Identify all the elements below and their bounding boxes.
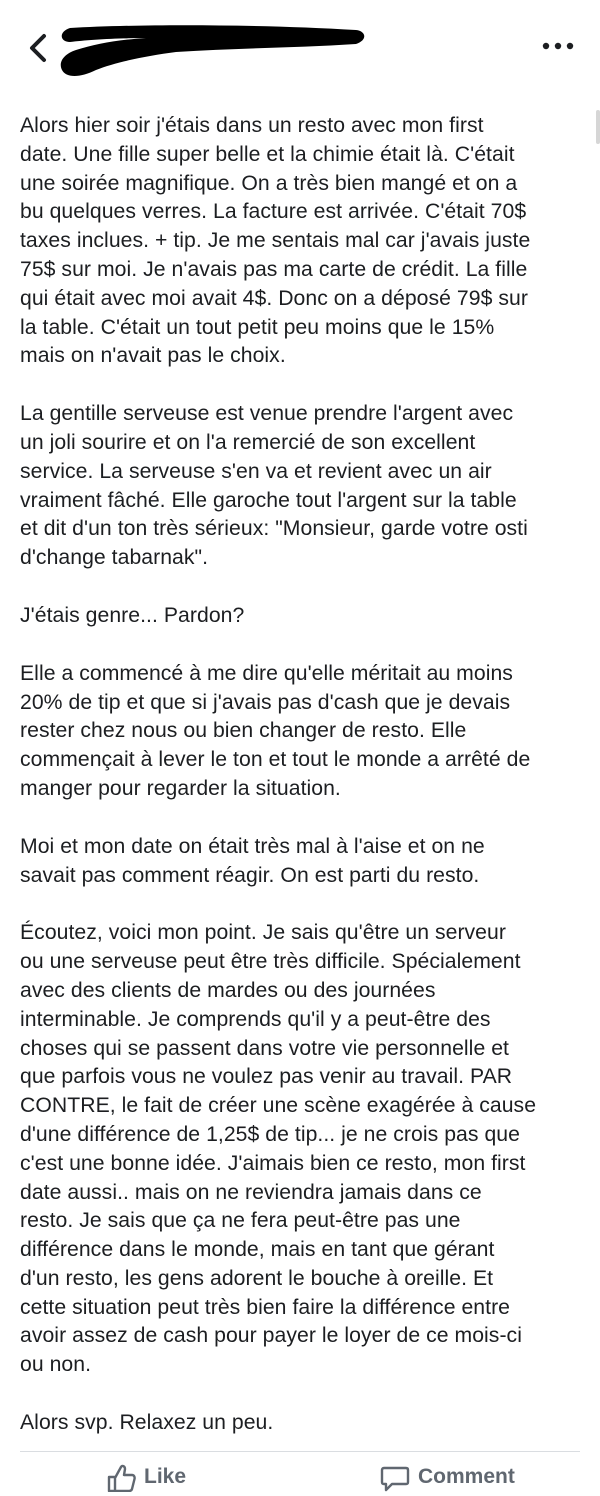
back-button[interactable] bbox=[22, 28, 56, 68]
post-paragraph: Écoutez, voici mon point. Je sais qu'être un serveur ou une serveuse peut être très difficile. Spécialement avec des clients de mardes ou des journées interminable. Je comprends qu'il y a peut-être des choses qui se passent dans votre vie personnelle et que parfois vous ne voulez pas venir au travail. PAR CONTRE, le fait de créer une scène exagérée à cause d'une différence de 1,25$ de tip... je ne crois pas que c'est une bonne idée. J'aimais bien ce resto, mon first date aussi.. mais on ne reviendra jamais dans ce resto. Je sais que ça ne fera peut-être pas une différence dans le monde, mais en tant que gérant d'un resto, les gens adorent le bouche à oreille. Et cette situation peut très bien faire la différence entre avoir assez de cash pour payer le loyer de ce mois-ci ou non. bbox=[20, 921, 537, 1377]
post-body bbox=[20, 112, 582, 1467]
post-paragraph: La gentille serveuse est venue prendre l'argent avec un joli sourire et on l'a remercié de son excellent service. La serveuse s'en va et revient avec un air vraiment fâché. Elle garoche tout l'argent sur la table et dit d'un ton très sérieux: "Monsieur, garde votre osti d'change tabarnak". bbox=[20, 402, 528, 570]
post-paragraph: Elle a commencé à me dire qu'elle méritait au moins 20% de tip et que si j'avais pas d'cash que je devais rester chez nous ou bien changer de resto. Elle commençait à lever le ton et tout le monde a arrêté de manger pour regarder la situation. bbox=[20, 661, 531, 800]
redacted-author-name bbox=[56, 18, 370, 88]
chevron-left-icon bbox=[22, 28, 56, 68]
more-horizontal-icon bbox=[538, 34, 578, 58]
comment-button[interactable] bbox=[380, 1464, 515, 1496]
more-options-button[interactable] bbox=[538, 34, 578, 58]
redaction-scribble bbox=[56, 18, 370, 88]
like-button[interactable] bbox=[106, 1464, 186, 1496]
post-paragraph: Moi et mon date on était très mal à l'aise et on ne savait pas comment réagir. On est parti du resto. bbox=[20, 834, 485, 887]
post-paragraph: Alors svp. Relaxez un peu. bbox=[20, 1411, 274, 1435]
thumbs-up-icon bbox=[106, 1464, 136, 1492]
like-label: Like bbox=[144, 1465, 187, 1488]
scroll-indicator bbox=[596, 110, 600, 144]
post-actions-bar bbox=[0, 1452, 600, 1487]
post-header bbox=[0, 0, 600, 96]
comment-label: Comment bbox=[418, 1465, 515, 1488]
comment-bubble-icon bbox=[380, 1464, 410, 1492]
post-paragraph: J'étais genre... Pardon? bbox=[20, 603, 245, 627]
post-paragraph: Alors hier soir j'étais dans un resto avec mon first date. Une fille super belle et la chimie était là. C'était une soirée magnifique. On a très bien mangé et on a bu quelques verres. La facture est arrivée. C'était 70$ taxes inclues. + tip. Je me sentais mal car j'avais juste 75$ sur moi. Je n'avais pas ma carte de crédit. La fille qui était avec moi avait 4$. Donc on a déposé 79$ sur la table. C'était un tout petit peu moins que le 15% mais on n'avait pas le choix. bbox=[20, 114, 531, 368]
